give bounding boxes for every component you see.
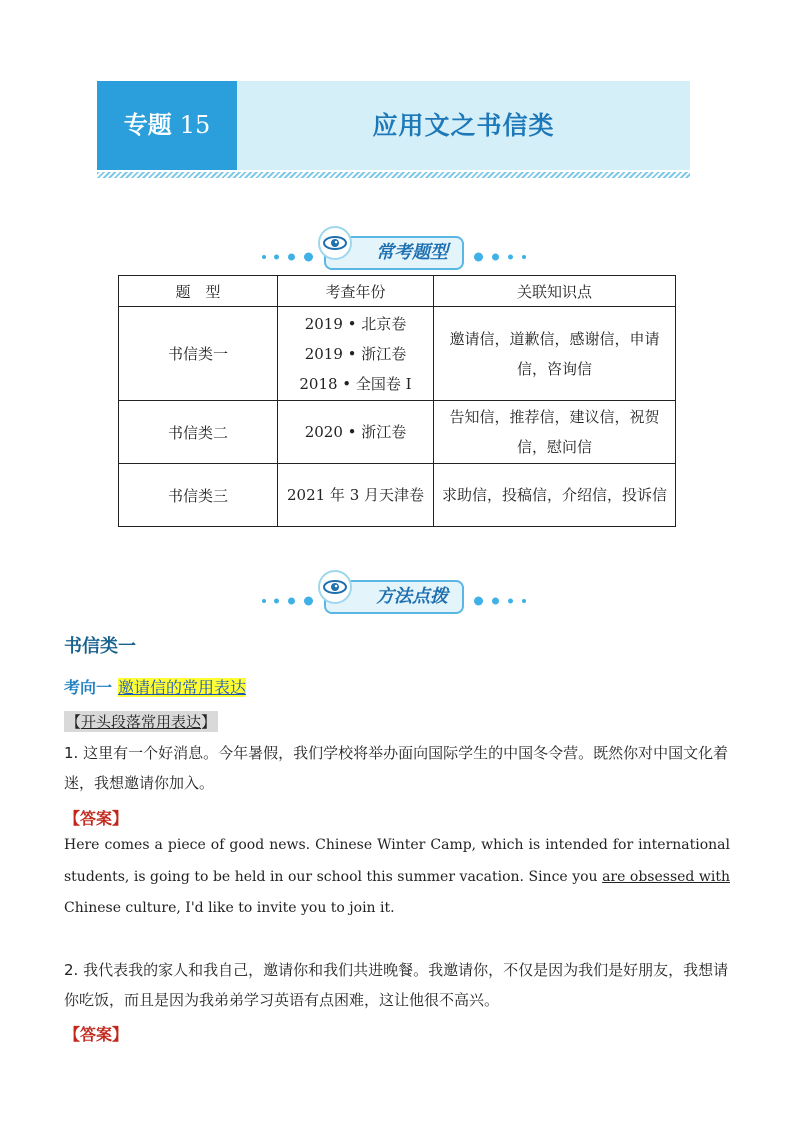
cell-type: 书信类一 [119,307,278,401]
section-pill [324,580,464,614]
year-entry: 2018 • 全国卷 I [299,374,412,393]
answer-label-1: 【答案】 [64,809,129,828]
cell-topics: 求助信，投稿信，介绍信，投诉信 [434,464,676,527]
dots-decoration-left [258,596,318,606]
table-header-row [119,276,676,307]
answer-1-text-end: Chinese culture, I'd like to invite you to join it. [64,900,395,916]
cell-topics: 告知信，推荐信，建议信，祝贺信，慰问信 [434,401,676,464]
column-header-type: 题 型 [119,276,278,307]
topic-number: 15 [179,111,211,139]
cell-years [278,307,434,401]
year-entry: 2020 • 浙江卷 [304,423,407,441]
answer-1-text: Here comes a piece of good news. Chinese Winter Camp, which is intended for international students, is going to be held in our school this summer vacation. Since you [64,837,730,885]
answer-1-key-phrase: are obsessed with [602,868,730,885]
year-entry: 2019 • 浙江卷 [304,344,407,363]
cell-type: 书信类三 [119,464,278,527]
answer-1 [64,830,730,925]
header-banner [97,81,690,170]
category-heading: 书信类一 [64,636,136,657]
cell-years [278,464,434,527]
column-header-years: 考查年份 [278,276,434,307]
year-entry: 2019 • 北京卷 [304,314,407,333]
section-pill [324,236,464,270]
subsection-label [64,711,218,732]
table-row [119,464,676,527]
answer-label-2: 【答案】 [64,1025,129,1044]
section-label-methods [258,572,530,616]
bracket-open: 【 [66,713,82,731]
banner-divider [97,172,690,178]
direction-prefix: 考向一 [64,678,113,697]
table-row [119,307,676,401]
question-2: 2. 我代表我的家人和我自己，邀请你和我们共进晚餐。我邀请你，不仅是因为我们是好朋友，我想请你吃饭，而且是因为我弟弟学习英语有点困难，这让他很不高兴。 [64,961,729,1009]
dots-decoration-right [470,252,530,262]
subsection-label-text: 开头段落常用表达 [81,713,202,731]
column-header-topics: 关联知识点 [434,276,676,307]
direction-highlight: 邀请信的常用表达 [118,678,247,697]
section-title: 方法点拨 [376,586,448,607]
year-entry: 2021 年 3 月天津卷 [286,486,425,504]
topic-label-text: 专题 [123,111,172,139]
section-title: 常考题型 [376,242,448,263]
dots-decoration-left [258,252,318,262]
topic-label [97,81,237,170]
direction-heading [64,675,246,698]
table-row [119,401,676,464]
question-types-table [118,275,676,527]
cell-years [278,401,434,464]
cell-topics: 邀请信，道歉信，感谢信，申请信，咨询信 [434,307,676,401]
question-1: 1. 这里有一个好消息。今年暑假，我们学校将举办面向国际学生的中国冬令营。既然你对中国文化着迷，我想邀请你加入。 [64,744,729,792]
section-label-common-types [258,228,530,272]
dots-decoration-right [470,596,530,606]
page-title: 应用文之书信类 [372,111,555,140]
bracket-close: 】 [201,713,217,731]
cell-type: 书信类二 [119,401,278,464]
